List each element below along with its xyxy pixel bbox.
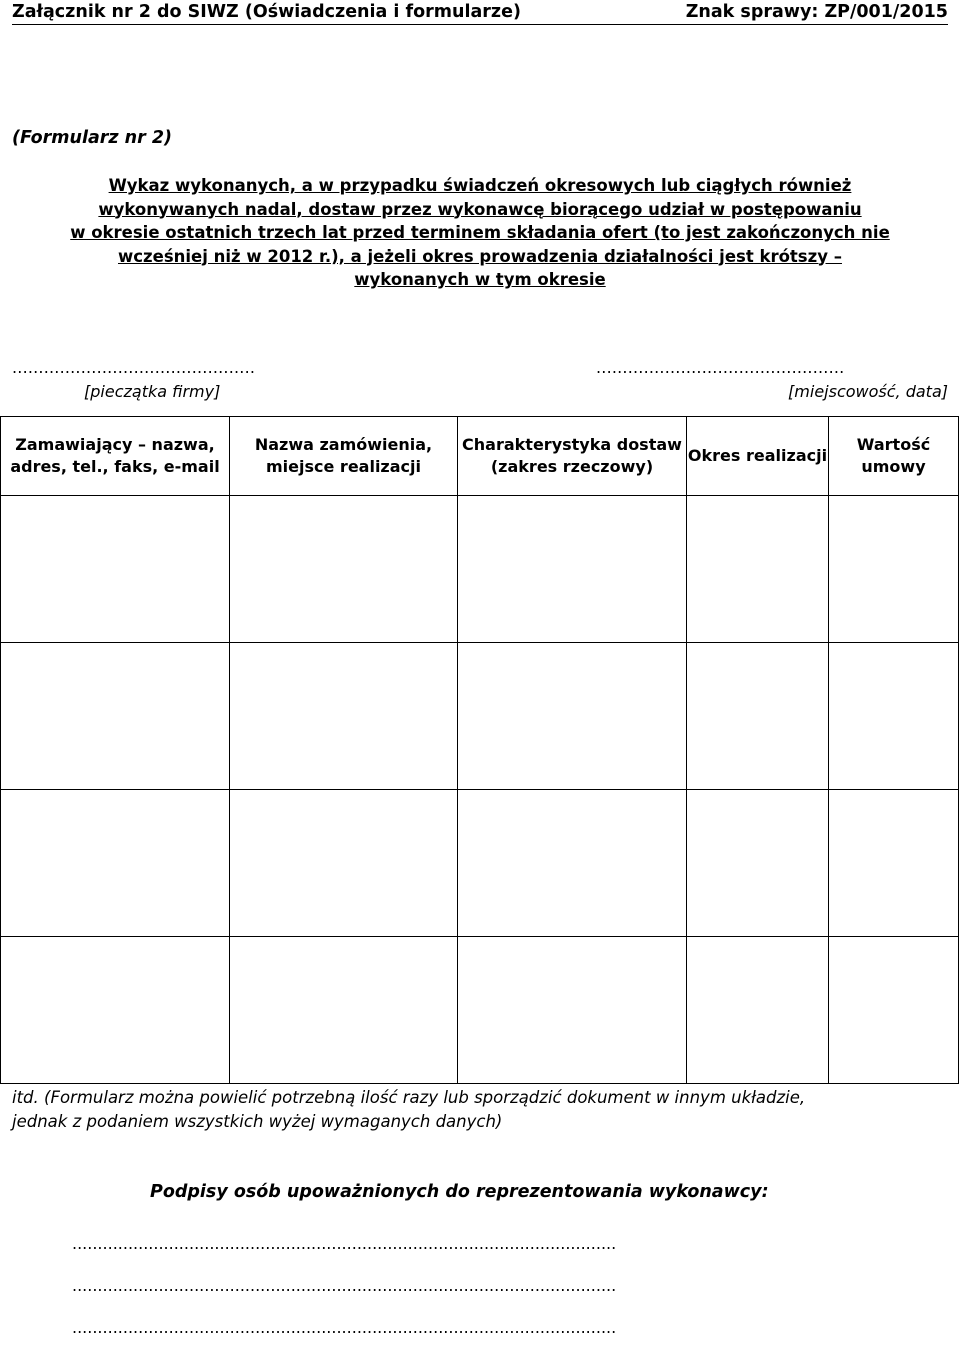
table-cell[interactable] — [458, 790, 687, 937]
deliveries-table — [0, 416, 959, 1084]
table-cell[interactable] — [230, 937, 458, 1084]
title-line: w okresie ostatnich trzech lat przed terminem składania ofert (to jest zakończonych nie — [70, 223, 890, 242]
table-cell[interactable] — [829, 790, 959, 937]
table-header-row — [1, 417, 959, 496]
document-title — [12, 174, 948, 292]
table-cell[interactable] — [230, 790, 458, 937]
table-cell[interactable] — [829, 643, 959, 790]
signature-line[interactable]: ........................................................................................................... — [72, 1234, 617, 1253]
signature-lines — [72, 1232, 616, 1358]
table-cell[interactable] — [458, 643, 687, 790]
col-header-order-name: Nazwa zamówienia, miejsce realizacji — [230, 417, 458, 496]
form-number: (Formularz nr 2) — [12, 128, 173, 148]
note-line: jednak z podaniem wszystkich wyżej wymaganych danych) — [12, 1111, 503, 1131]
table-row — [1, 496, 959, 643]
attachment-label: Załącznik nr 2 do SIWZ (Oświadczenia i formularze) — [12, 2, 521, 22]
table-cell[interactable] — [1, 643, 230, 790]
table-cell[interactable] — [687, 643, 829, 790]
place-date-field[interactable] — [596, 356, 948, 404]
table-row — [1, 937, 959, 1084]
document-header — [12, 0, 948, 25]
company-stamp-field[interactable] — [12, 356, 348, 404]
table-cell[interactable] — [1, 790, 230, 937]
place-date-caption: [miejscowość, data] — [788, 382, 948, 401]
table-cell[interactable] — [458, 496, 687, 643]
table-cell[interactable] — [687, 496, 829, 643]
col-header-client: Zamawiający – nazwa, adres, tel., faks, e-mail — [1, 417, 230, 496]
signers-heading: Podpisy osób upoważnionych do reprezentowania wykonawcy: — [150, 1182, 769, 1202]
table-row — [1, 790, 959, 937]
table-cell[interactable] — [687, 937, 829, 1084]
table-cell[interactable] — [687, 790, 829, 937]
col-header-value: Wartość umowy — [829, 417, 959, 496]
table-cell[interactable] — [829, 496, 959, 643]
table-cell[interactable] — [230, 643, 458, 790]
table-cell[interactable] — [1, 937, 230, 1084]
place-date-dots: ............................................... — [596, 358, 845, 377]
stamp-dots: .............................................. — [12, 358, 256, 377]
signature-line[interactable]: ........................................................................................................... — [72, 1276, 617, 1295]
title-line: wykonywanych nadal, dostaw przez wykonawcę biorącego udział w postępowaniu — [98, 199, 862, 219]
table-row — [1, 643, 959, 790]
form-note — [12, 1086, 948, 1133]
note-line: itd. (Formularz można powielić potrzebną ilość razy lub sporządzić dokument w innym układzie, — [12, 1088, 806, 1107]
col-header-period: Okres realizacji — [687, 417, 829, 496]
title-line: wcześniej niż w 2012 r.), a jeżeli okres prowadzenia działalności jest krótszy – — [118, 246, 842, 266]
table-cell[interactable] — [458, 937, 687, 1084]
stamp-caption: [pieczątka firmy] — [84, 382, 221, 401]
col-header-characteristics: Charakterystyka dostaw (zakres rzeczowy) — [458, 417, 687, 496]
signature-line[interactable]: ........................................................................................................... — [72, 1318, 617, 1337]
table-cell[interactable] — [1, 496, 230, 643]
title-line: wykonanych w tym okresie — [354, 270, 606, 289]
case-number: Znak sprawy: ZP/001/2015 — [685, 2, 948, 22]
table-cell[interactable] — [829, 937, 959, 1084]
table-cell[interactable] — [230, 496, 458, 643]
title-line: Wykaz wykonanych, a w przypadku świadczeń okresowych lub ciągłych również — [108, 176, 852, 195]
